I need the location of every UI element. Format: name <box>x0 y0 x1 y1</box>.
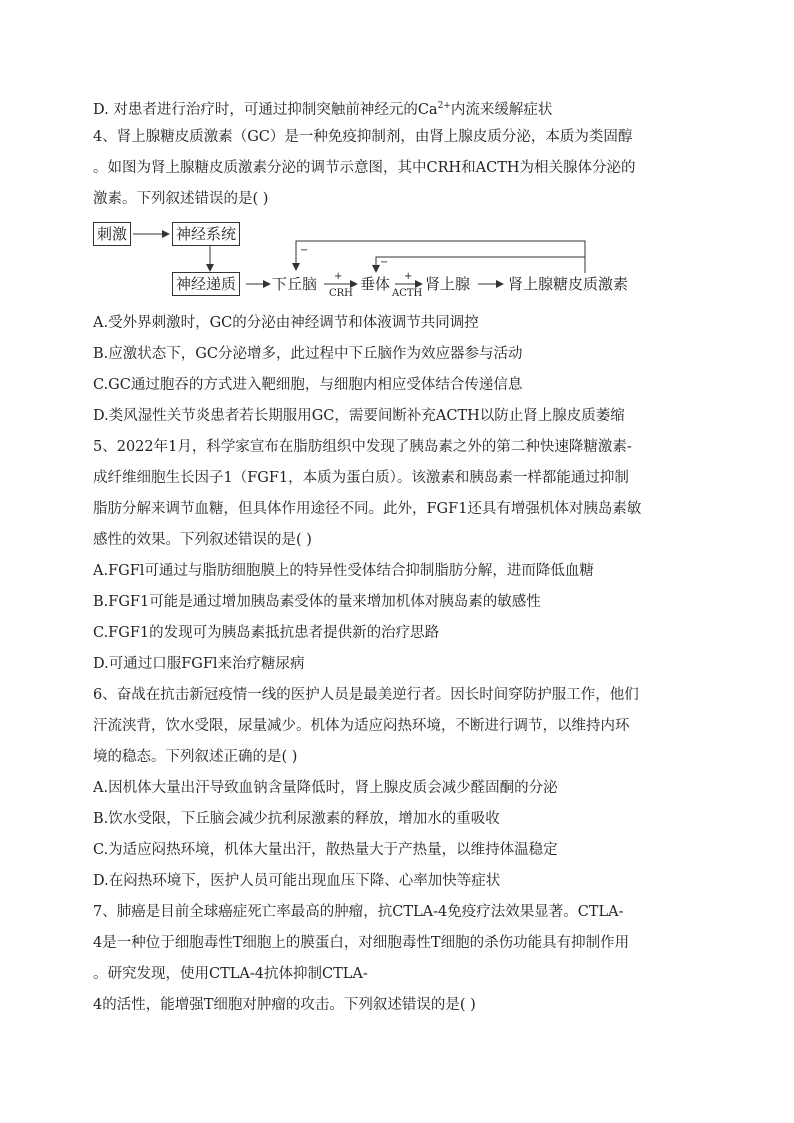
q4-stem-line3: 激素。下列叙述错误的是( ) <box>93 191 269 207</box>
q7-stem-line4: 4的活性，能增强T细胞对肿瘤的攻击。下列叙述错误的是( ) <box>93 997 476 1013</box>
adrenal-label: 肾上腺 <box>425 275 471 293</box>
q6-stem-line3: 境的稳态。下列叙述正确的是( ) <box>93 749 298 765</box>
crh-label: CRH <box>329 288 353 299</box>
q6-option-c: C.为适应闷热环境，机体大量出汗，散热量大于产热量，以维持体温稳定 <box>93 842 558 858</box>
q6-stem-line1: 6、奋战在抗击新冠疫情一线的医护人员是最美逆行者。因长时间穿防护服工作，他们 <box>93 687 639 703</box>
q7-stem-line1: 7、肺癌是目前全球癌症死亡率最高的肿瘤，抗CTLA-4免疫疗法效果显著。CTLA- <box>93 904 624 920</box>
q5-option-b: B.FGF1可能是通过增加胰岛素受体的量来增加机体对胰岛素的敏感性 <box>93 594 541 610</box>
nervous-system-box: 神经系统 <box>172 222 240 246</box>
q5-stem-line2: 成纤维细胞生长因子1（FGF1，本质为蛋白质）。该激素和胰岛素一样都能通过抑制 <box>93 470 629 486</box>
q5-option-a: A.FGFl可通过与脂肪细胞膜上的特异性受体结合抑制脂肪分解，进而降低血糖 <box>93 563 594 579</box>
q5-stem-line1: 5、2022年1月，科学家宣布在脂肪组织中发现了胰岛素之外的第二种快速降糖激素- <box>93 439 632 455</box>
gc-label: 肾上腺糖皮质激素 <box>508 275 629 293</box>
q4-stem-line1: 4、肾上腺糖皮质激素（GC）是一种免疫抑制剂，由肾上腺皮质分泌，本质为类固醇 <box>93 129 633 145</box>
q5-option-c: C.FGF1的发现可为胰岛素抵抗患者提供新的治疗思路 <box>93 625 440 641</box>
minus-sign-2: − <box>380 257 389 268</box>
q6-option-d: D.在闷热环境下，医护人员可能出现血压下降、心率加快等症状 <box>93 873 501 889</box>
q4-option-a: A.受外界刺激时，GC的分泌由神经调节和体液调节共同调控 <box>93 315 479 331</box>
q6-option-b: B.饮水受限，下丘脑会减少抗利尿激素的释放，增加水的重吸收 <box>93 811 500 827</box>
diagram-arrows <box>0 0 794 320</box>
q7-stem-line3: 。研究发现，使用CTLA-4抗体抑制CTLA- <box>93 966 368 982</box>
regulation-diagram <box>0 0 794 320</box>
stimulus-box: 刺激 <box>93 222 131 246</box>
q7-stem-line2: 4是一种位于细胞毒性T细胞上的膜蛋白，对细胞毒性T细胞的杀伤功能具有抑制作用 <box>93 935 630 951</box>
q4-option-d: D.类风湿性关节炎患者若长期服用GC，需要间断补充ACTH以防止肾上腺皮质萎缩 <box>93 408 625 424</box>
option-d-prev-text: D. 对患者进行治疗时，可通过抑制突触前神经元的Ca <box>93 101 438 118</box>
q4-stem-line2: 。如图为肾上腺糖皮质激素分泌的调节示意图，其中CRH和ACTH为相关腺体分泌的 <box>93 160 636 176</box>
calcium-superscript: 2+ <box>437 101 451 111</box>
q4-option-b: B.应激状态下，GC分泌增多，此过程中下丘脑作为效应器参与活动 <box>93 346 523 362</box>
option-d-prev-suffix: 内流来缓解症状 <box>450 101 553 118</box>
minus-sign-1: − <box>300 245 309 256</box>
acth-label: ACTH <box>392 288 423 299</box>
q5-stem-line3: 脂肪分解来调节血糖，但具体作用途径不同。此外，FGF1还具有增强机体对胰岛素敏 <box>93 501 642 517</box>
q6-option-a: A.因机体大量出汗导致血钠含量降低时，肾上腺皮质会减少醛固酮的分泌 <box>93 780 558 796</box>
plus-sign-1: + <box>334 271 343 282</box>
neurotransmitter-box: 神经递质 <box>172 272 240 296</box>
q6-stem-line2: 汗流浃背，饮水受限，尿量减少。机体为适应闷热环境，不断进行调节，以维持内环 <box>93 718 630 734</box>
q5-stem-line4: 感性的效果。下列叙述错误的是( ) <box>93 532 312 548</box>
pituitary-label: 垂体 <box>360 275 391 293</box>
hypothalamus-label: 下丘脑 <box>272 275 318 293</box>
q5-option-d: D.可通过口服FGFl来治疗糖尿病 <box>93 656 305 672</box>
plus-sign-2: + <box>404 271 413 282</box>
q4-option-c: C.GC通过胞吞的方式进入靶细胞，与细胞内相应受体结合传递信息 <box>93 377 523 393</box>
